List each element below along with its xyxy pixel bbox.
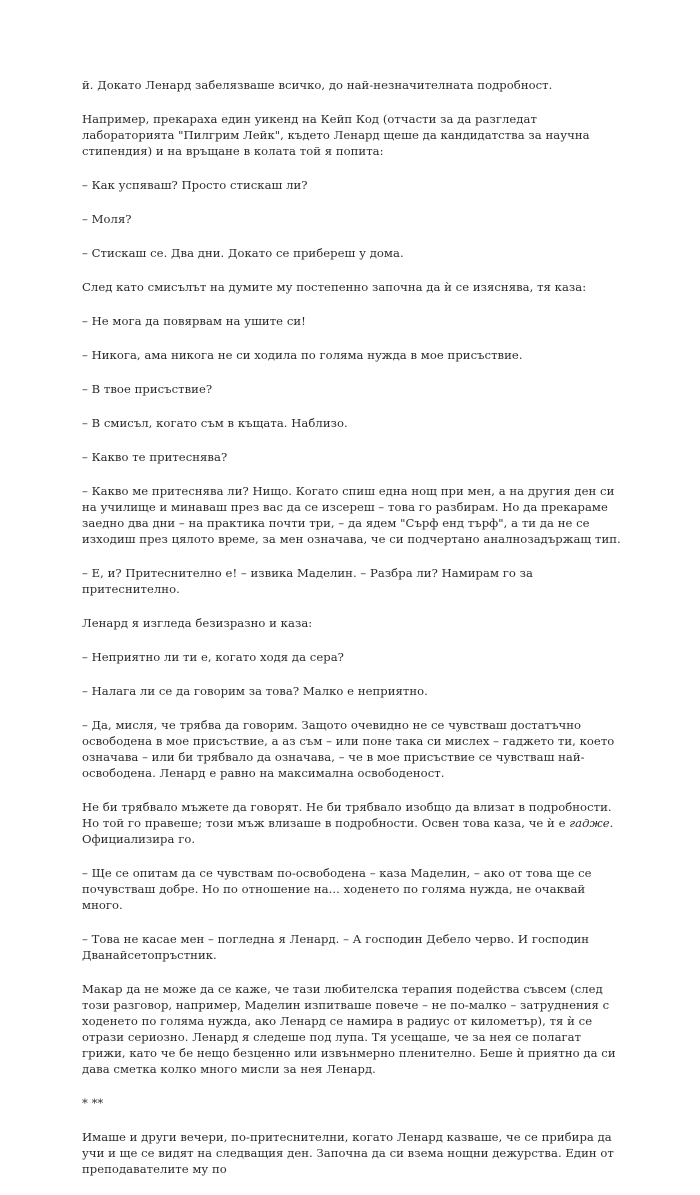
paragraph: – Моля?	[82, 212, 132, 226]
paragraph: й. Докато Ленард забелязваше всичко, до най-незначителната подробност.	[82, 78, 553, 92]
page-body	[82, 77, 622, 1195]
paragraph-text: . Официализира го.	[82, 816, 614, 846]
paragraph: – Какво те притеснява?	[82, 450, 228, 464]
emphasized-word: гадже	[569, 816, 610, 830]
paragraph: – Неприятно ли ти е, когато ходя да сера?	[82, 650, 344, 664]
paragraph: Например, прекараха един уикенд на Кейп Код (отчасти за да разгледат лабораторията "Пилгрим Лейк", където Ленард щеше да кандидатства за научна стипендия) и на връщане в колата той я попита:	[82, 112, 590, 158]
paragraph: – В смисъл, когато съм в къщата. Наблизо.	[82, 416, 348, 430]
paragraph: – Е, и? Притеснително е! – извика Маделин. – Разбра ли? Намирам го за притеснително.	[82, 566, 534, 596]
paragraph: – Не мога да повярвам на ушите си!	[82, 314, 306, 328]
paragraph: – Налага ли се да говорим за това? Малко е неприятно.	[82, 684, 428, 698]
paragraph-text: Не би трябвало мъжете да говорят. Не би трябвало изобщо да влизат в подробности. Но той го правеше; този мъж влизаше в подробности. Освен това каза, че ѝ е	[82, 800, 612, 830]
section-break: * **	[82, 1096, 104, 1110]
paragraph: – Ще се опитам да се чувствам по-освободена – каза Маделин, – ако от това ще се почувстваш добре. Но по отношение на... ходенето по голяма нужда, не очаквай много.	[82, 866, 592, 912]
paragraph: Имаше и други вечери, по-притеснителни, когато Ленард казваше, че се прибира да учи и ще се видят на следващия ден. Започна да си взема нощни дежурства. Един от преподавателите му по	[82, 1130, 614, 1176]
paragraph: – В твое присъствие?	[82, 382, 213, 396]
paragraph: След като смисълът на думите му постепенно започна да ѝ се изяснява, тя каза:	[82, 280, 587, 294]
paragraph: – Да, мисля, че трябва да говорим. Защото очевидно не се чувстваш достатъчно освободена в мое присъствие, а аз съм – или поне така си мислех – гаджето ти, което означава – или би трябвало да означава, – че в мое присъствие се чувстваш най-освободена. Ленард е равно на максимална освободеност.	[82, 718, 615, 780]
paragraph: – Какво ме притеснява ли? Нищо. Когато спиш една нощ при мен, а на другия ден си на училище и минаваш през вас да се изсереш – това го разбирам. Но да прекараме заедно два дни – на практика почти три, – да ядем "Сърф енд търф", а ти да не се изходиш през цялото време, за мен означава, че си подчертано аналнозадържащ тип.	[82, 484, 621, 546]
paragraph: Макар да не може да се каже, че тази любителска терапия подейства съвсем (след този разговор, например, Маделин изпитваше повече – не по-малко – затруднения с ходенето по голяма нужда, ако Ленард се намира в радиус от километър), тя ѝ се отрази сериозно. Ленард я следеше под лупа. Тя усещаше, че за нея се полагат грижи, като че бе нещо безценно или извънмерно пленително. Беше ѝ приятно да си дава сметка колко много мисли за нея Ленард.	[82, 982, 616, 1076]
paragraph: – Стискаш се. Два дни. Докато се прибереш у дома.	[82, 246, 404, 260]
paragraph: Ленард я изгледа безизразно и каза:	[82, 616, 313, 630]
paragraph: – Никога, ама никога не си ходила по голяма нужда в мое присъствие.	[82, 348, 523, 362]
paragraph: – Това не касае мен – погледна я Ленард. – А господин Дебело черво. И господин Дванайсетопръстник.	[82, 932, 590, 962]
paragraph: – Как успяваш? Просто стискаш ли?	[82, 178, 308, 192]
paragraph	[82, 799, 622, 847]
